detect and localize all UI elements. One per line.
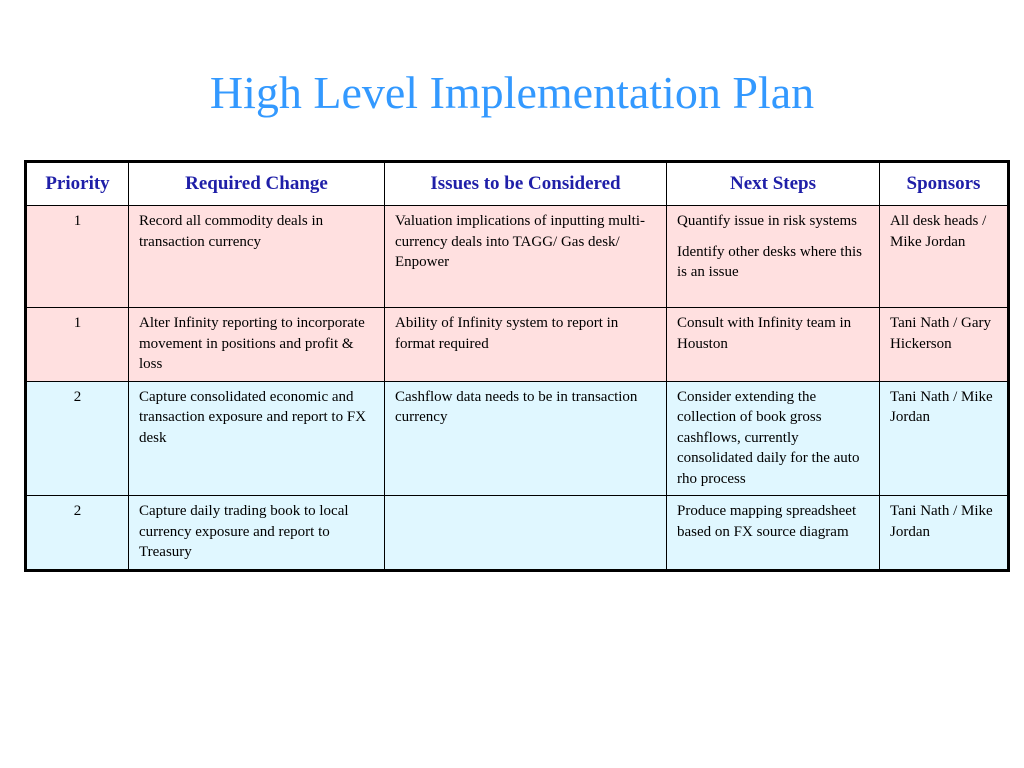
next-step-item: Produce mapping spreadsheet based on FX source diagram [677,503,857,540]
sponsors-cell [880,308,1009,382]
next-step-item: Quantify issue in risk systems [677,213,857,229]
table-header-row [26,162,1009,206]
required-change-cell: Record all commodity deals in transaction currency [129,206,385,308]
next-step-item: Consider extending the collection of book gross cashflows, currently consolidated daily for the auto rho process [677,388,860,487]
table-row [26,308,1009,382]
table-row [26,381,1009,496]
header-required-change: Required Change [129,162,385,206]
next-steps-cell [667,496,880,571]
priority-cell: 1 [26,308,129,382]
implementation-plan-table [24,160,1010,572]
required-change-cell: Capture daily trading book to local currency exposure and report to Treasury [129,496,385,571]
sponsors-cell [880,496,1009,571]
sponsor-line: Tani Nath / Gary Hickerson [890,315,992,352]
next-steps-cell [667,206,880,308]
priority-cell: 2 [26,496,129,571]
next-steps-cell [667,308,880,382]
required-change-cell: Capture consolidated economic and transaction exposure and report to FX desk [129,381,385,496]
next-step-item: Identify other desks where this is an issue [677,243,862,280]
issues-cell: Cashflow data needs to be in transaction currency [385,381,667,496]
sponsor-line: Tani Nath / Mike Jordan [890,388,993,425]
issues-cell [385,496,667,571]
header-sponsors: Sponsors [880,162,1009,206]
priority-cell: 1 [26,206,129,308]
sponsor-line: All desk heads / [890,213,987,229]
issues-cell: Ability of Infinity system to report in format required [385,308,667,382]
priority-cell: 2 [26,381,129,496]
sponsor-line: Mike Jordan [890,233,966,250]
sponsors-cell [880,381,1009,496]
required-change-cell: Alter Infinity reporting to incorporate movement in positions and profit & loss [129,308,385,382]
header-next-steps: Next Steps [667,162,880,206]
sponsors-cell [880,206,1009,308]
issues-cell: Valuation implications of inputting multi-currency deals into TAGG/ Gas desk/ Enpower [385,206,667,308]
next-step-item: Consult with Infinity team in Houston [677,315,852,352]
sponsor-line: Tani Nath / Mike Jordan [890,503,993,540]
slide-title: High Level Implementation Plan [209,67,815,118]
next-steps-cell [667,381,880,496]
header-issues: Issues to be Considered [385,162,667,206]
header-priority: Priority [26,162,129,206]
table-row [26,496,1009,571]
table-row [26,206,1009,308]
